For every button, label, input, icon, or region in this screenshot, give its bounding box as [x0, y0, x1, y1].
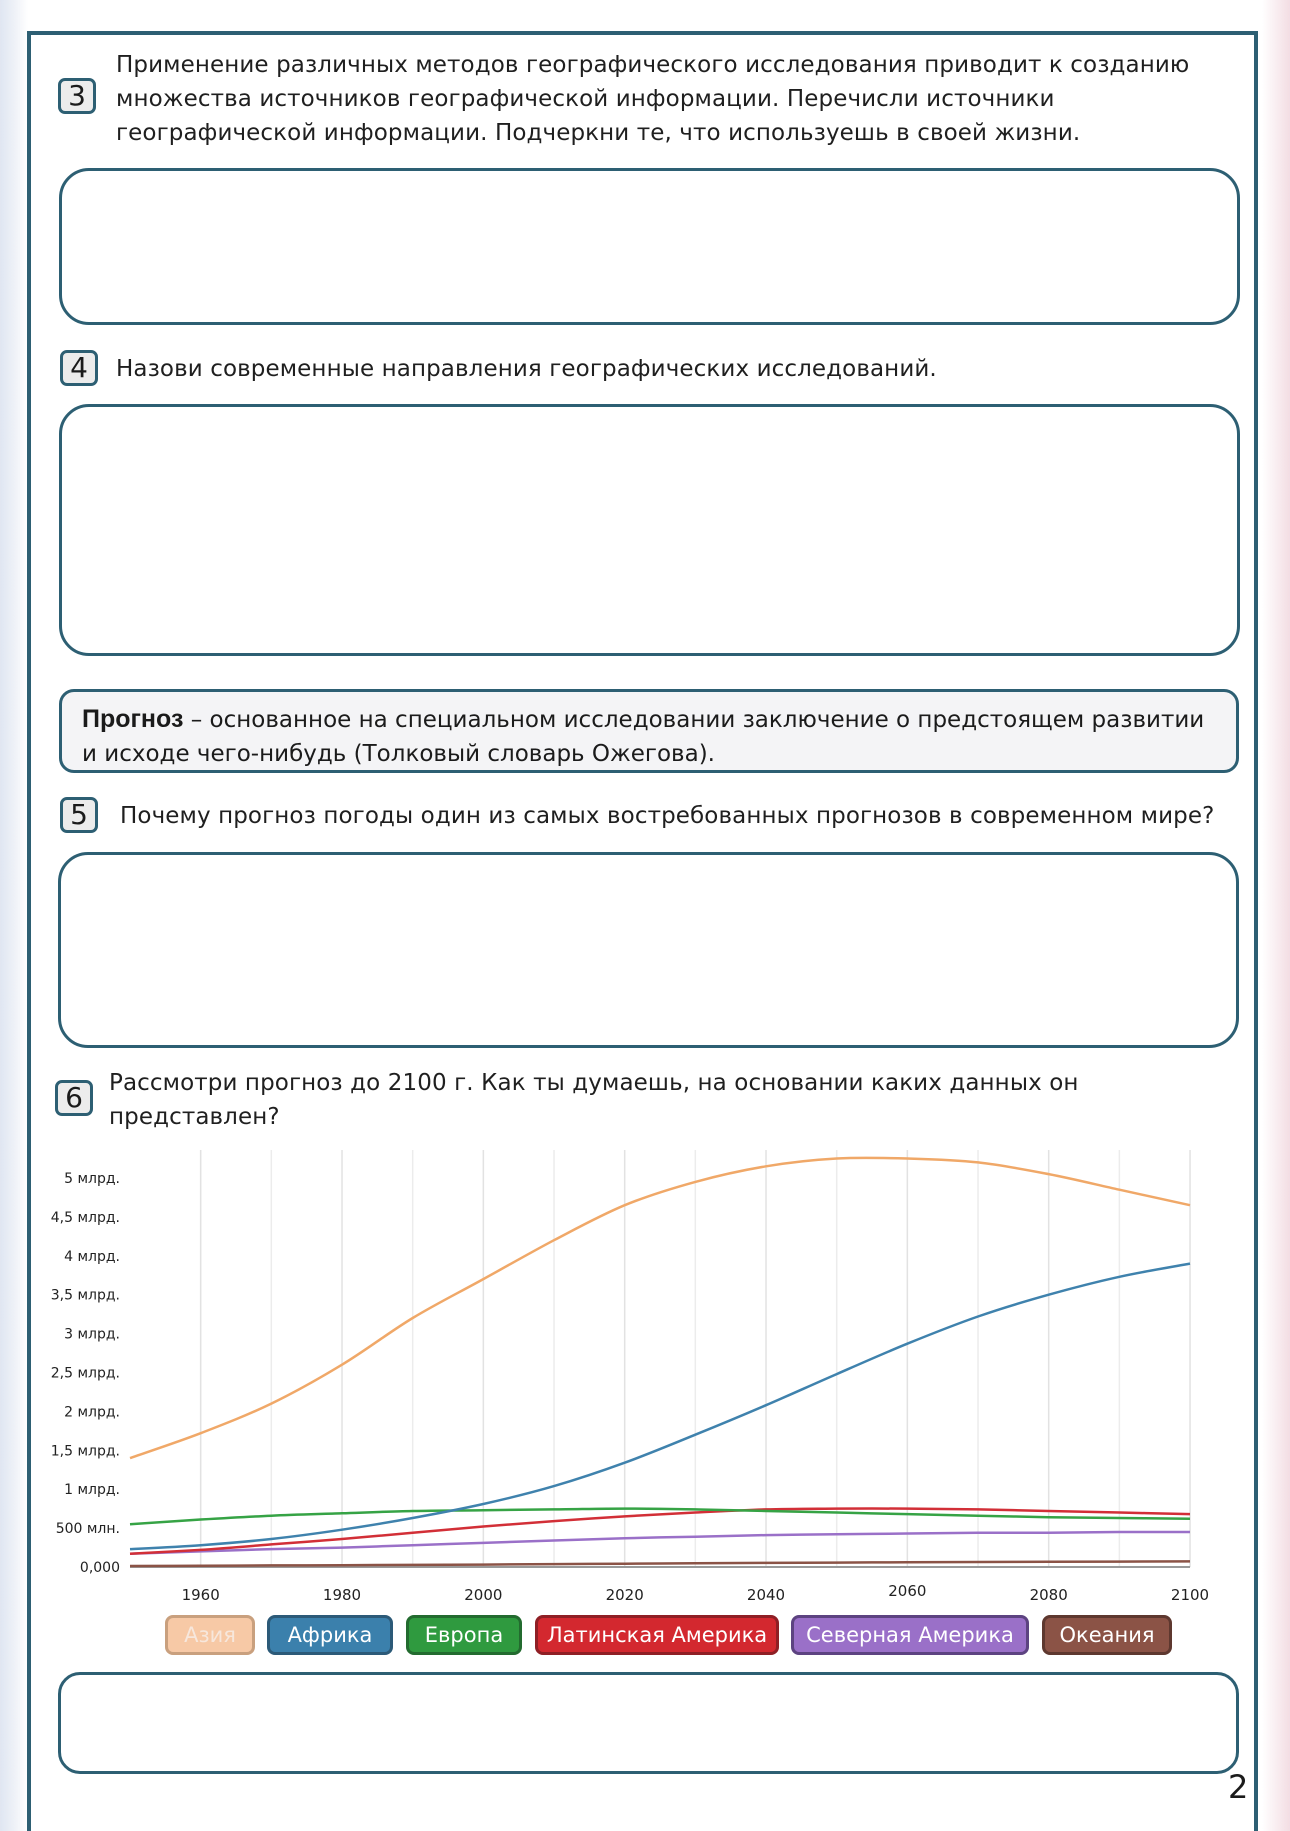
y-tick-label: 1,5 млрд. — [50, 1443, 120, 1460]
question-6-number: 6 — [55, 1080, 93, 1116]
x-tick-label: 2020 — [605, 1586, 644, 1604]
answer-box-4[interactable] — [59, 404, 1240, 656]
question-6-text — [109, 1066, 1229, 1134]
y-tick-label: 0,000 — [79, 1560, 120, 1576]
legend-button-africa[interactable]: Африка — [267, 1615, 393, 1655]
question-4-text: Назови современные направления географических исследований. — [116, 356, 937, 382]
chart-series — [130, 1158, 1190, 1566]
definition-line: и исходе чего-нибудь (Толковый словарь Ожегова). — [82, 741, 715, 767]
page-number: 2 — [1228, 1768, 1249, 1806]
question-3-line: географической информации. Подчеркни те, что используешь в своей жизни. — [116, 120, 1081, 146]
question-3-line: Применение различных методов географического исследования приводит к созданию — [116, 52, 1190, 78]
x-tick-label: 2000 — [464, 1586, 503, 1604]
question-3-line: множества источников географической информации. Перечисли источники — [116, 86, 1055, 112]
legend-button-latin-america[interactable]: Латинская Америка — [535, 1615, 779, 1655]
y-tick-label: 500 млн. — [55, 1521, 120, 1538]
chart-y-labels — [51, 1171, 120, 1576]
question-5-text: Почему прогноз погоды один из самых востребованных прогнозов в современном мире? — [120, 803, 1215, 829]
x-tick-label: 2040 — [746, 1586, 786, 1604]
y-tick-label: 3 млрд. — [64, 1326, 120, 1343]
y-tick-label: 5 млрд. — [64, 1171, 120, 1187]
legend-button-europe[interactable]: Европа — [406, 1615, 522, 1655]
population-forecast-chart — [40, 1140, 1220, 1604]
x-tick-label: 2080 — [1029, 1586, 1068, 1604]
definition-term: Прогноз — [82, 705, 184, 733]
answer-box-3[interactable] — [59, 168, 1240, 325]
x-tick-label: 1960 — [181, 1586, 220, 1604]
chart-grid — [130, 1150, 1190, 1567]
y-tick-label: 1 млрд. — [64, 1482, 120, 1499]
y-tick-label: 4,5 млрд. — [50, 1209, 120, 1226]
series-line-africa — [130, 1264, 1190, 1550]
legend-button-oceania[interactable]: Океания — [1042, 1615, 1172, 1655]
x-tick-label: 1980 — [322, 1586, 362, 1604]
question-4-number: 4 — [60, 350, 98, 386]
answer-box-6[interactable] — [58, 1672, 1239, 1774]
x-tick-label: 2060 — [888, 1582, 927, 1600]
definition-line — [82, 702, 1218, 737]
question-3-number: 3 — [58, 78, 96, 114]
x-tick-label: 2100 — [1170, 1586, 1210, 1604]
y-tick-label: 3,5 млрд. — [50, 1287, 120, 1304]
answer-box-5[interactable] — [58, 852, 1239, 1048]
y-tick-label: 2,5 млрд. — [50, 1365, 120, 1382]
legend-button-north-america[interactable]: Северная Америка — [791, 1615, 1029, 1655]
series-line-oceania — [130, 1561, 1190, 1566]
definition-text: – основанное на специальном исследовании заключение о предстоящем развитии — [183, 707, 1205, 733]
question-5-number: 5 — [60, 797, 98, 833]
question-6-line: представлен? — [109, 1104, 280, 1130]
series-line-asia — [130, 1158, 1190, 1458]
question-6-line: Рассмотри прогноз до 2100 г. Как ты думаешь, на основании каких данных он — [109, 1070, 1079, 1096]
y-tick-label: 4 млрд. — [64, 1248, 120, 1265]
legend-button-asia[interactable]: Азия — [165, 1615, 255, 1655]
y-tick-label: 2 млрд. — [64, 1404, 120, 1421]
question-3-text — [116, 48, 1236, 150]
definition-box — [59, 689, 1239, 773]
